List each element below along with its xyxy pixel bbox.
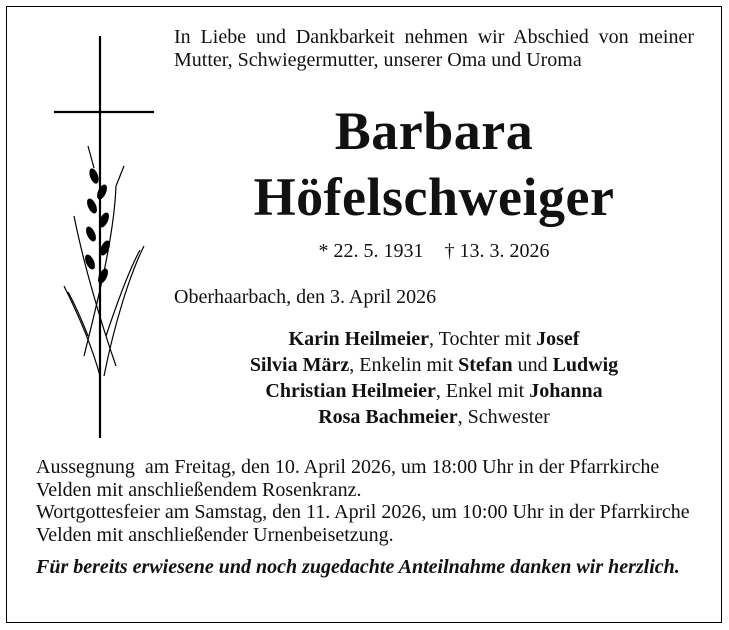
mourner-relation: , Enkelin mit — [349, 354, 459, 376]
mourner-relation: , Tochter mit — [429, 328, 537, 350]
mourner-line — [174, 404, 694, 430]
word-service: Wortgottesfeier am Samstag, den 11. April 2026, um 10:00 Uhr in der Pfarrkirche Velden mit anschließender Urnenbeisetzung. — [36, 501, 690, 546]
life-dates — [174, 240, 694, 263]
intro-text: In Liebe und Dankbarkeit nehmen wir Abschied von meiner Mutter, Schwiegermutter, unserer Oma und Uroma — [174, 26, 694, 71]
mourner-partner: Johanna — [529, 380, 603, 402]
mourner-line — [174, 378, 694, 404]
cross-with-wheat-icon — [44, 36, 160, 438]
mourner-name: Silvia März — [249, 354, 350, 376]
mourner-name: Christian Heilmeier — [265, 380, 436, 402]
mourner-relation: , Schwester — [457, 406, 550, 428]
mourner-line — [174, 352, 694, 378]
place-and-date: Oberhaarbach, den 3. April 2026 — [174, 286, 437, 308]
deceased-last-name: Höfelschweiger — [253, 167, 615, 227]
mourner-relation: , Enkel mit — [435, 380, 530, 402]
mourner-line — [174, 326, 694, 352]
death-date: † 13. 3. 2026 — [444, 240, 550, 262]
mourner-name: Karin Heilmeier — [288, 328, 430, 350]
mourner-name: Rosa Bachmeier — [318, 406, 458, 428]
service-details — [36, 456, 698, 546]
mourner-partner: Stefan — [458, 354, 513, 376]
mourners-list — [174, 326, 694, 430]
thanks-text: Für bereits erwiesene und noch zugedachte Anteilnahme danken wir herzlich. — [36, 556, 680, 578]
deceased-first-name: Barbara — [334, 101, 534, 161]
mourner-connector: und — [512, 354, 553, 376]
blessing-service: Aussegnung am Freitag, den 10. April 2026, um 18:00 Uhr in der Pfarrkirche Velden mit anschließendem Rosenkranz. — [36, 456, 664, 501]
mourner-partner: Josef — [536, 328, 580, 350]
mourner-partner-2: Ludwig — [552, 354, 619, 376]
birth-date: * 22. 5. 1931 — [318, 240, 424, 262]
